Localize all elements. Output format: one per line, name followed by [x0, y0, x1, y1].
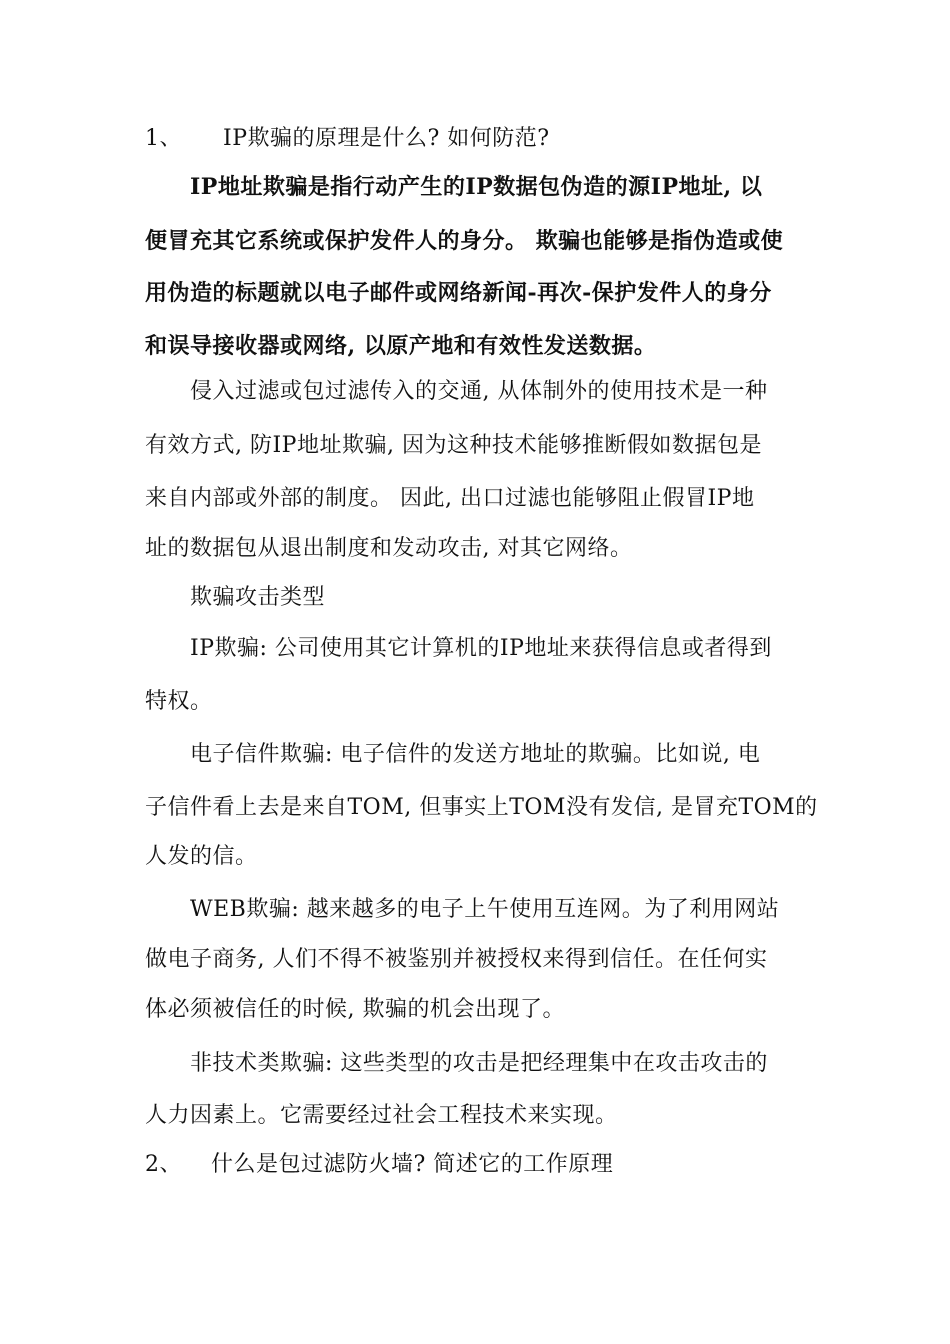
paragraph-line: 体必须被信任的时候, 欺骗的机会出现了。 — [145, 997, 565, 1022]
paragraph-line: 特权。 — [145, 689, 213, 714]
paragraph-line: 侵入过滤或包过滤传入的交通, 从体制外的使用技术是一种 — [190, 379, 768, 404]
question-2-heading — [145, 1150, 613, 1180]
paragraph-line: WEB欺骗: 越来越多的电子上午使用互连网。为了利用网站 — [190, 897, 780, 922]
paragraph-line: 非技术类欺骗: 这些类型的攻击是把经理集中在攻击攻击的 — [190, 1051, 768, 1076]
paragraph-line: 人力因素上。它需要经过社会工程技术来实现。 — [145, 1103, 618, 1128]
question-1-text: IP欺骗的原理是什么? 如何防范? — [223, 126, 550, 151]
paragraph-line: 址的数据包从退出制度和发动攻击, 对其它网络。 — [145, 536, 633, 561]
question-2-text: 什么是包过滤防火墙? 简述它的工作原理 — [211, 1152, 614, 1177]
spoofing-types-heading: 欺骗攻击类型 — [190, 585, 326, 610]
paragraph-line: IP地址欺骗是指行动产生的IP数据包伪造的源IP地址, 以 — [190, 174, 763, 200]
paragraph-line: 来自内部或外部的制度。 因此, 出口过滤也能够阻止假冒IP地 — [145, 486, 755, 511]
paragraph-line: 子信件看上去是来自TOM, 但事实上TOM没有发信, 是冒充TOM的 — [145, 795, 818, 820]
paragraph-line: 人发的信。 — [145, 844, 258, 869]
paragraph-line: 便冒充其它系统或保护发件人的身分。 欺骗也能够是指伪造或使 — [145, 228, 784, 254]
paragraph-line: 有效方式, 防IP地址欺骗, 因为这种技术能够推断假如数据包是 — [145, 433, 762, 458]
paragraph-line: 电子信件欺骗: 电子信件的发送方地址的欺骗。比如说, 电 — [190, 742, 761, 767]
paragraph-line: IP欺骗: 公司使用其它计算机的IP地址来获得信息或者得到 — [190, 636, 772, 661]
question-1-heading — [145, 124, 550, 154]
paragraph-line: 和误导接收器或网络, 以原产地和有效性发送数据。 — [145, 333, 657, 359]
question-2-number: 2、 — [145, 1152, 182, 1177]
paragraph-line: 用伪造的标题就以电子邮件或网络新闻-再次-保护发件人的身分 — [145, 280, 772, 306]
question-1-number: 1、 — [145, 126, 182, 151]
paragraph-line: 做电子商务, 人们不得不被鉴别并被授权来得到信任。在任何实 — [145, 947, 768, 972]
